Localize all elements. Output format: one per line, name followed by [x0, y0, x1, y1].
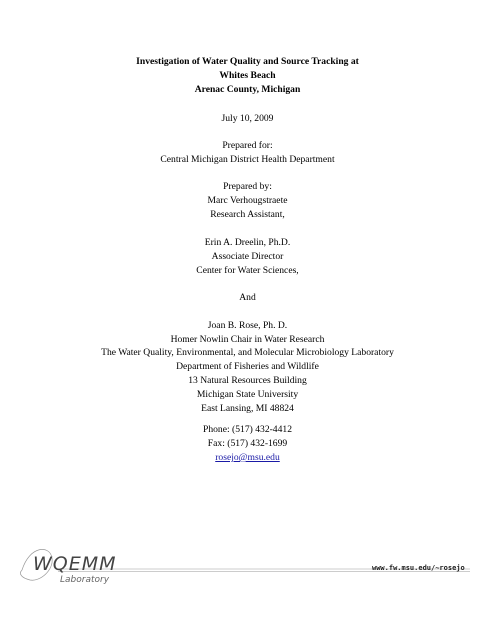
author-1-role: Research Assistant, [210, 209, 285, 220]
author-2-block [0, 236, 495, 278]
footer [0, 540, 495, 620]
logo-text: WQEMM [33, 553, 117, 575]
prepared-for-section [0, 139, 495, 167]
lab-building: 13 Natural Resources Building [188, 375, 307, 386]
date-text: July 10, 2009 [221, 113, 274, 124]
prepared-for-org: Central Michigan District Health Department [160, 154, 335, 165]
lab-name: The Water Quality, Environmental, and Molecular Microbiology Laboratory [101, 347, 394, 358]
footer-graphic [0, 540, 495, 620]
title-line-2: Whites Beach [219, 70, 276, 81]
wqemm-logo [20, 549, 116, 585]
lab-address [0, 346, 495, 416]
author-2-name: Erin A. Dreelin, Ph.D. [204, 237, 291, 248]
lab-dept: Department of Fisheries and Wildlife [176, 361, 319, 372]
lab-city: East Lansing, MI 48824 [201, 403, 294, 414]
author-1-name: Marc Verhougstraete [207, 195, 288, 206]
contact-fax: Fax: (517) 432-1699 [207, 438, 288, 449]
prepared-by-label: Prepared by: [223, 181, 272, 192]
author-3-role: Homer Nowlin Chair in Water Research [170, 334, 325, 345]
author-2-role: Associate Director [211, 251, 284, 262]
contact-phone: Phone: (517) 432-4412 [203, 424, 292, 435]
title-line-1: Investigation of Water Quality and Source Tracking at [136, 56, 359, 67]
lab-university: Michigan State University [196, 389, 299, 400]
report-date [0, 112, 495, 126]
report-title [0, 55, 495, 97]
author-2-org: Center for Water Sciences, [196, 265, 299, 276]
and-text: And [239, 292, 256, 303]
email-link[interactable]: rosejo@msu.edu [215, 452, 280, 463]
prepared-for-label: Prepared for: [222, 140, 273, 151]
title-line-3: Arenac County, Michigan [194, 84, 301, 95]
logo-subtext: Laboratory [60, 575, 110, 585]
prepared-by-section [0, 180, 495, 222]
and-separator [0, 291, 495, 305]
footer-url: www.fw.msu.edu/~rosejo [372, 564, 465, 572]
contact-block [0, 423, 495, 465]
author-3-name: Joan B. Rose, Ph. D. [207, 320, 288, 331]
author-3-block [0, 319, 495, 347]
